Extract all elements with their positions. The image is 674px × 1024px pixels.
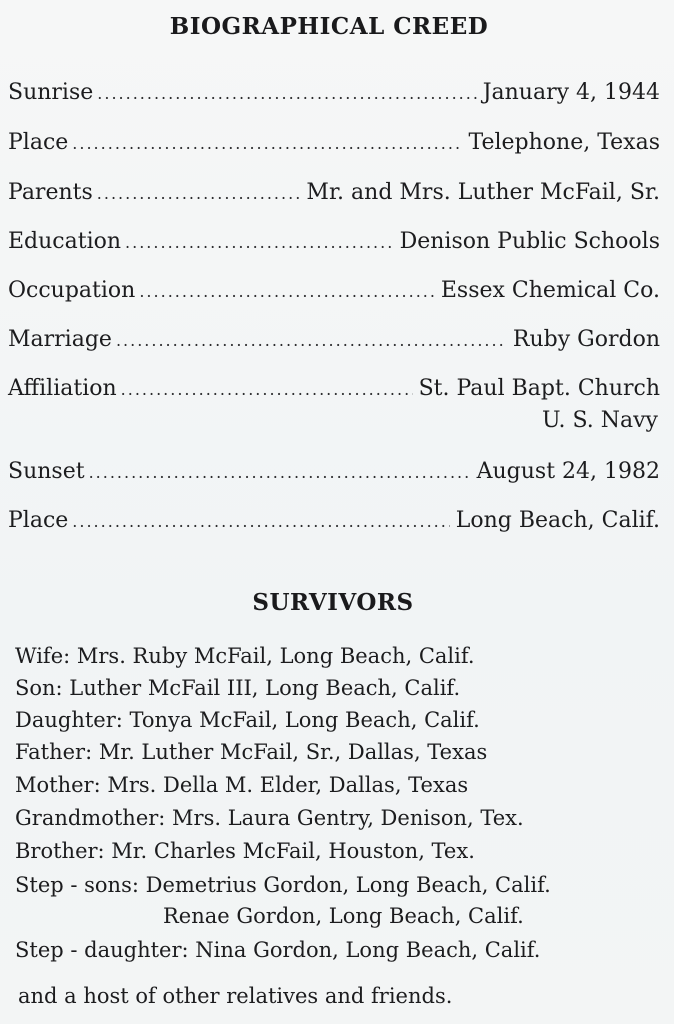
creed-label: Parents bbox=[8, 180, 93, 205]
creed-row-parents bbox=[8, 180, 660, 214]
creed-label: Affiliation bbox=[8, 376, 117, 401]
dot-leader bbox=[89, 463, 471, 482]
creed-value: Telephone, Texas bbox=[468, 130, 660, 155]
dot-leader bbox=[72, 512, 449, 531]
survivor-line: Brother: Mr. Charles McFail, Houston, Tex. bbox=[15, 839, 475, 863]
creed-value: Denison Public Schools bbox=[399, 229, 660, 254]
dot-leader bbox=[97, 184, 301, 203]
dot-leader bbox=[125, 233, 394, 252]
creed-label: Place bbox=[8, 508, 69, 533]
creed-value: Long Beach, Calif. bbox=[455, 508, 660, 533]
creed-value: Mr. and Mrs. Luther McFail, Sr. bbox=[306, 180, 660, 205]
creed-row-death-place bbox=[8, 508, 660, 542]
survivor-line: Wife: Mrs. Ruby McFail, Long Beach, Calif. bbox=[15, 644, 475, 668]
creed-row-occupation bbox=[8, 278, 660, 312]
survivor-line: Mother: Mrs. Della M. Elder, Dallas, Texas bbox=[15, 773, 469, 797]
dot-leader bbox=[121, 380, 413, 399]
creed-label: Occupation bbox=[8, 278, 136, 303]
creed-row-sunset bbox=[8, 459, 660, 493]
creed-label: Marriage bbox=[8, 327, 112, 352]
survivors-title: SURVIVORS bbox=[252, 589, 414, 616]
creed-value: St. Paul Bapt. Church bbox=[418, 376, 660, 401]
dot-leader bbox=[139, 282, 435, 301]
dot-leader bbox=[97, 84, 476, 103]
creed-value: Essex Chemical Co. bbox=[440, 278, 660, 303]
creed-label: Sunrise bbox=[8, 80, 94, 105]
dot-leader bbox=[116, 331, 507, 350]
stepsons-second-line: Renae Gordon, Long Beach, Calif. bbox=[163, 904, 524, 928]
survivor-line: Son: Luther McFail III, Long Beach, Calif. bbox=[15, 676, 461, 700]
creed-value: Ruby Gordon bbox=[512, 327, 660, 352]
creed-label: Education bbox=[8, 229, 122, 254]
creed-row-birth-place bbox=[8, 130, 660, 164]
creed-row-affiliation bbox=[8, 376, 660, 410]
survivor-line: Grandmother: Mrs. Laura Gentry, Denison, Tex. bbox=[15, 806, 524, 830]
creed-row-education bbox=[8, 229, 660, 263]
creed-value: January 4, 1944 bbox=[482, 80, 660, 105]
survivor-line-stepdaughter: Step - daughter: Nina Gordon, Long Beach, Calif. bbox=[15, 938, 541, 962]
survivor-line: Father: Mr. Luther McFail, Sr., Dallas, Texas bbox=[15, 740, 488, 764]
survivor-line: Step - sons: Demetrius Gordon, Long Beach, Calif. bbox=[15, 873, 551, 897]
creed-label: Place bbox=[8, 130, 69, 155]
creed-row-marriage bbox=[8, 327, 660, 361]
creed-value: August 24, 1982 bbox=[476, 459, 660, 484]
affiliation-second-line: U. S. Navy bbox=[541, 408, 658, 433]
creed-label: Sunset bbox=[8, 459, 85, 484]
creed-row-sunrise bbox=[8, 80, 660, 114]
dot-leader bbox=[72, 134, 462, 153]
creed-title: BIOGRAPHICAL CREED bbox=[169, 13, 489, 40]
survivor-line: Daughter: Tonya McFail, Long Beach, Calif. bbox=[15, 708, 480, 732]
closing-line: and a host of other relatives and friends. bbox=[18, 984, 453, 1008]
